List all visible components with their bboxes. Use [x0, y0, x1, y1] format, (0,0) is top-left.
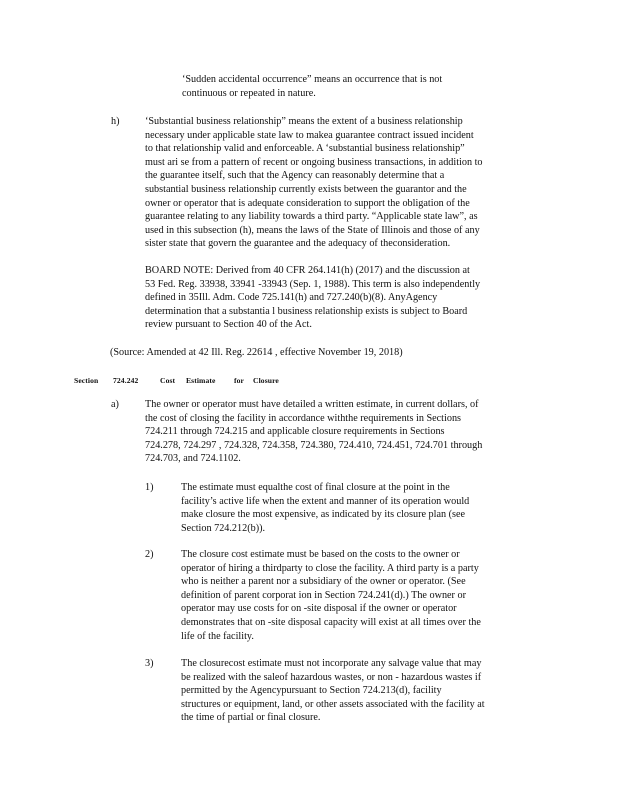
text-line: ‘Sudden accidental occurrence” means an occurrence that is not	[182, 74, 443, 85]
text-line: ‘Substantial business relationship” means the extent of a business relationship	[145, 116, 463, 127]
text-line: be realized with the saleof hazardous wastes, or non - hazardous wastes if	[181, 671, 482, 683]
item-label-3: 3)	[145, 658, 154, 669]
text-line: 724.703, and 724.1102.	[145, 453, 241, 465]
text-line: The closurecost estimate must not incorporate any salvage value that may	[181, 658, 482, 669]
text-line: 724.211 through 724.215 and applicable closure requirements in Sections	[145, 426, 445, 438]
text-line: 724.278, 724.297 , 724.328, 724.358, 724.380, 724.410, 724.451, 724.701 through	[145, 439, 483, 451]
section-title-word: Closure	[253, 376, 279, 385]
text-line: permitted by the Agencypursuant to Section 724.213(d), facility	[181, 685, 442, 697]
item-label-h: h)	[111, 116, 120, 127]
text-line: owner or operator that is adequate consideration to support the obligation of the	[145, 197, 470, 209]
text-line: used in this subsection (h), means the laws of the State of Illinois and those of any	[145, 224, 480, 236]
item-label-a: a)	[111, 399, 119, 410]
section-title-word: Estimate	[186, 376, 216, 385]
text-line: The owner or operator must have detailed a written estimate, in current dollars, of	[145, 399, 479, 410]
text-line: the time of partial or final closure.	[181, 712, 321, 724]
text-line: The closure cost estimate must be based on the costs to the owner or	[181, 549, 460, 560]
text-line: guarantee relating to any liability towards a third party. “Applicable state law”, as	[145, 211, 478, 223]
section-word: Section	[74, 376, 99, 385]
text-line: The estimate must equalthe cost of final closure at the point in the	[181, 482, 450, 493]
item-label-1: 1)	[145, 482, 154, 493]
text-line: 53 Fed. Reg. 33938, 33941 -33943 (Sep. 1, 1988). This term is also independently	[145, 278, 481, 290]
text-line: review pursuant to Section 40 of the Act.	[145, 319, 312, 331]
board-note	[145, 264, 540, 332]
subparagraph-3	[181, 657, 541, 725]
text-line: continuous or repeated in nature.	[182, 87, 316, 99]
paragraph-a	[145, 398, 540, 466]
source-note-text: (Source: Amended at 42 Ill. Reg. 22614 , effective November 19, 2018)	[110, 347, 403, 358]
text-line: to that relationship valid and enforceable. A ‘substantial business relationship”	[145, 143, 465, 155]
section-title-word: for	[234, 376, 244, 385]
text-line: sister state that govern the guarantee and the adequacy of theconsideration.	[145, 238, 451, 250]
section-title-word: Cost	[160, 376, 176, 385]
text-line: facility’s active life when the extent and manner of its operation would	[181, 495, 470, 507]
subparagraph-1	[181, 481, 521, 535]
text-line: substantial business relationship currently exists between the guarantor and the	[145, 183, 467, 195]
text-line: operator of hiring a thirdparty to close the facility. A third party is a party	[181, 562, 479, 574]
source-note	[110, 346, 510, 360]
subparagraph-2	[181, 548, 536, 643]
text-line: determination that a substantia l business relationship exists is subject to Board	[145, 305, 468, 317]
section-number: 724.242	[113, 376, 139, 385]
definition-substantial-business-relationship	[145, 115, 545, 251]
text-line: life of the facility.	[181, 630, 254, 642]
text-line: operator may use costs for on -site disposal if the owner or operator	[181, 603, 457, 615]
text-line: make closure the most expensive, as indicated by its closure plan (see	[181, 509, 466, 521]
text-line: definition of parent corporat ion in Section 724.241(d).) The owner or	[181, 589, 466, 601]
text-line: demonstrates that on -site disposal capacity will exist at all times over the	[181, 616, 481, 628]
text-line: defined in 35Ill. Adm. Code 725.141(h) and 727.240(b)(8). AnyAgency	[145, 292, 438, 304]
text-line: necessary under applicable state law to makea guarantee contract issued incident	[145, 129, 474, 141]
item-label-2: 2)	[145, 549, 154, 560]
text-line: BOARD NOTE: Derived from 40 CFR 264.141(h) (2017) and the discussion at	[145, 265, 470, 276]
section-heading	[0, 374, 618, 386]
text-line: the guarantee itself, such that the Agency can reasonably determine that a	[145, 170, 445, 182]
text-line: the cost of closing the facility in accordance withthe requirements in Sections	[145, 412, 461, 424]
text-line: structures or equipment, land, or other assets associated with the facility at	[181, 698, 485, 710]
text-line: Section 724.212(b)).	[181, 522, 266, 534]
text-line: who is neither a parent nor a subsidiary of the owner or operator. (See	[181, 576, 466, 588]
text-line: must ari se from a pattern of recent or ongoing business transactions, in addition to	[145, 156, 483, 168]
definition-sudden-accidental-occurrence	[182, 73, 512, 100]
